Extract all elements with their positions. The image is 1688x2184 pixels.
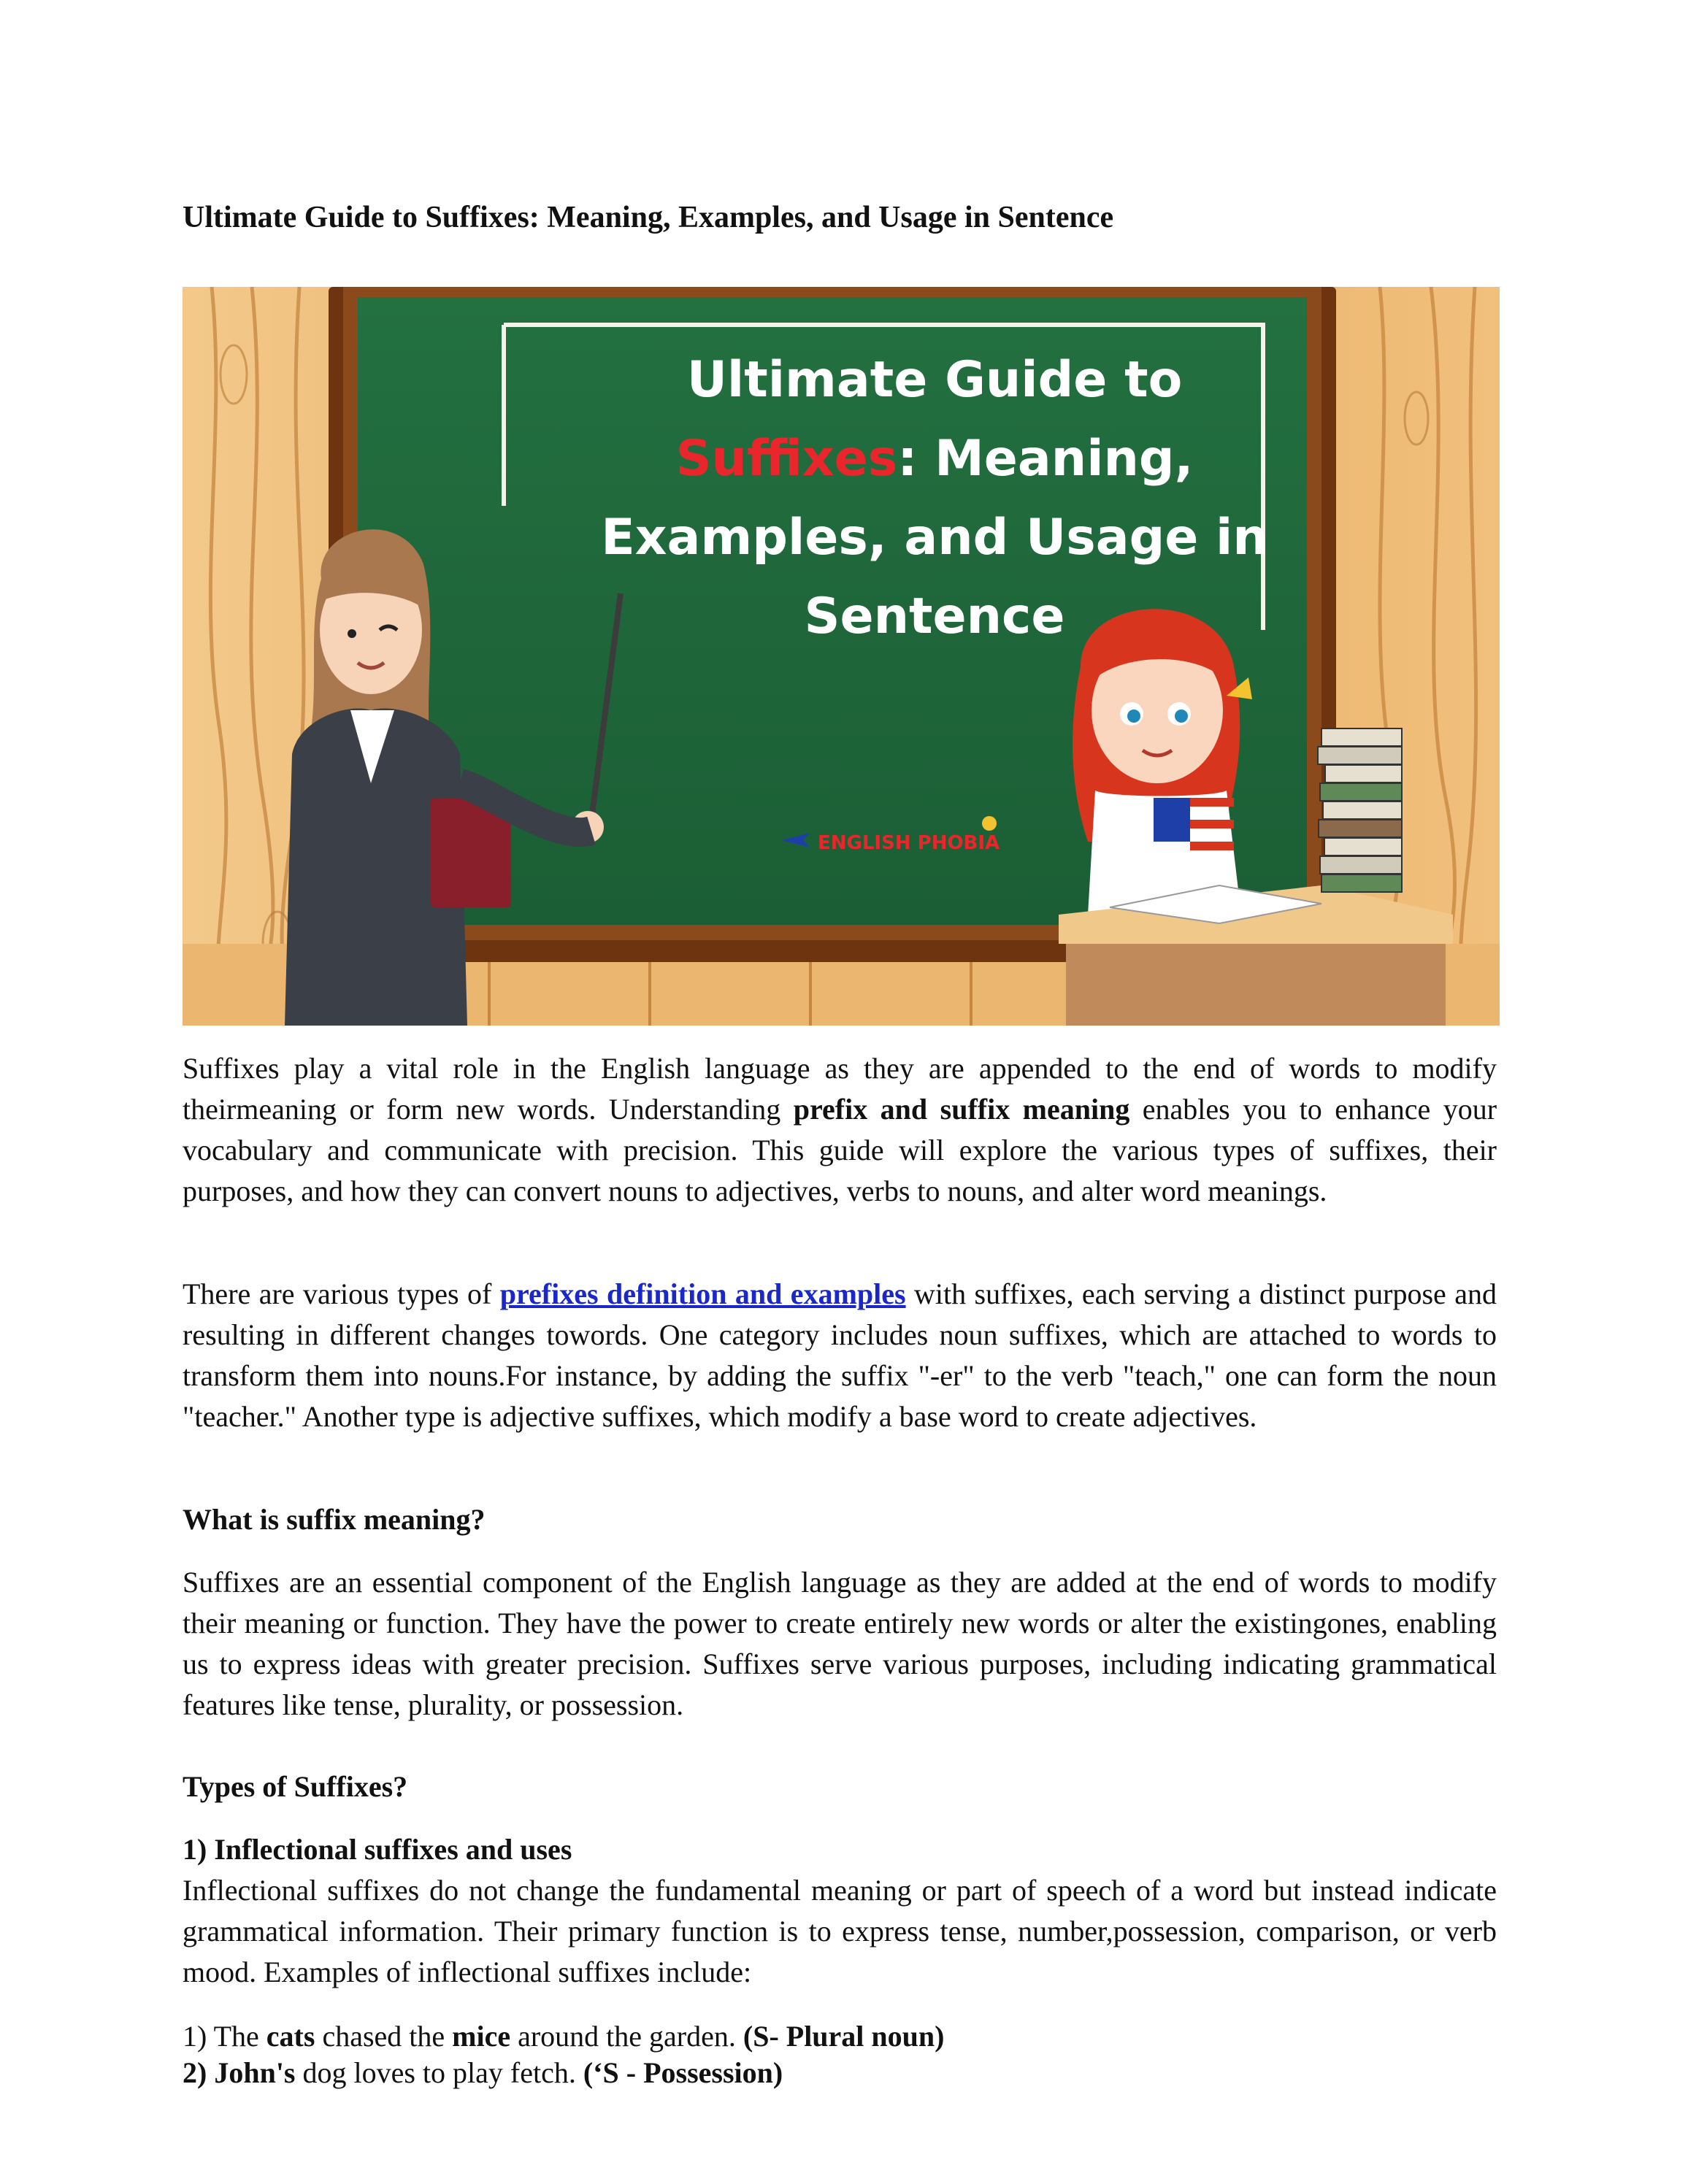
- hero-line-3: Examples, and Usage in: [601, 509, 1268, 566]
- example-1-tag: (S- Plural noun): [743, 2020, 945, 2053]
- hero-line-1: Ultimate Guide to: [686, 351, 1183, 409]
- example-2-tag: (‘S - Possession): [583, 2056, 783, 2089]
- intro-paragraph-2: There are various types of prefixes definition and examples with suffixes, each serving a distinct purpose and resulting in different changes towords. One category includes noun suffixes, which are attached to words to transform them into nouns.For instance, by adding the suffix "-er" to the verb "teach," one can form the noun "teacher." Another type is adjective suffixes, which modify a base word to create adjectives.: [183, 1277, 1497, 1433]
- svg-text:ENGLISH PHOBIA: ENGLISH PHOBIA: [818, 832, 1000, 854]
- hero-line-2: Suffixes: Meaning,: [675, 430, 1194, 488]
- page-title: Ultimate Guide to Suffixes: Meaning, Examples, and Usage in Sentence: [183, 201, 1114, 234]
- heading-suffix-meaning: What is suffix meaning?: [183, 1503, 486, 1536]
- hero-line-4: Sentence: [804, 588, 1065, 645]
- prefixes-link[interactable]: prefixes definition and examples: [499, 1277, 906, 1310]
- inflectional-paragraph: Inflectional suffixes do not change the fundamental meaning or part of speech of a word but instead indicate grammatical information. Their primary function is to express tense, number,possession, comparison, or verb mood. Examples of inflectional suffixes include:: [183, 1874, 1497, 1988]
- hero-highlight-word: Suffixes: [675, 430, 898, 488]
- intro-paragraph-1: Suffixes play a vital role in the English language as they are appended to the end of words to modify theirmeaning or form new words. Understanding prefix and suffix meaning enables you to enhance your vocabulary and communicate with precision. This guide will explore the various types of suffixes, their purposes, and how they can convert nouns to adjectives, verbs to nouns, and alter word meanings.: [183, 1052, 1497, 1207]
- suffix-meaning-paragraph: Suffixes are an essential component of the English language as they are added at the end of words to modify their meaning or function. They have the power to create entirely new words or alter the existingones, enabling us to express ideas with greater precision. Suffixes serve various purposes, including indicating grammatical features like tense, plurality, or possession.: [183, 1566, 1497, 1721]
- subheading-inflectional: 1) Inflectional suffixes and uses: [183, 1833, 572, 1866]
- bold-term: prefix and suffix meaning: [793, 1093, 1130, 1126]
- hero-image: [183, 287, 1500, 1026]
- example-2: 2) John's dog loves to play fetch. (‘S - Possession): [183, 2056, 783, 2089]
- heading-types-of-suffixes: Types of Suffixes?: [183, 1770, 408, 1803]
- example-1: 1) The cats chased the mice around the garden. (S- Plural noun): [183, 2020, 945, 2053]
